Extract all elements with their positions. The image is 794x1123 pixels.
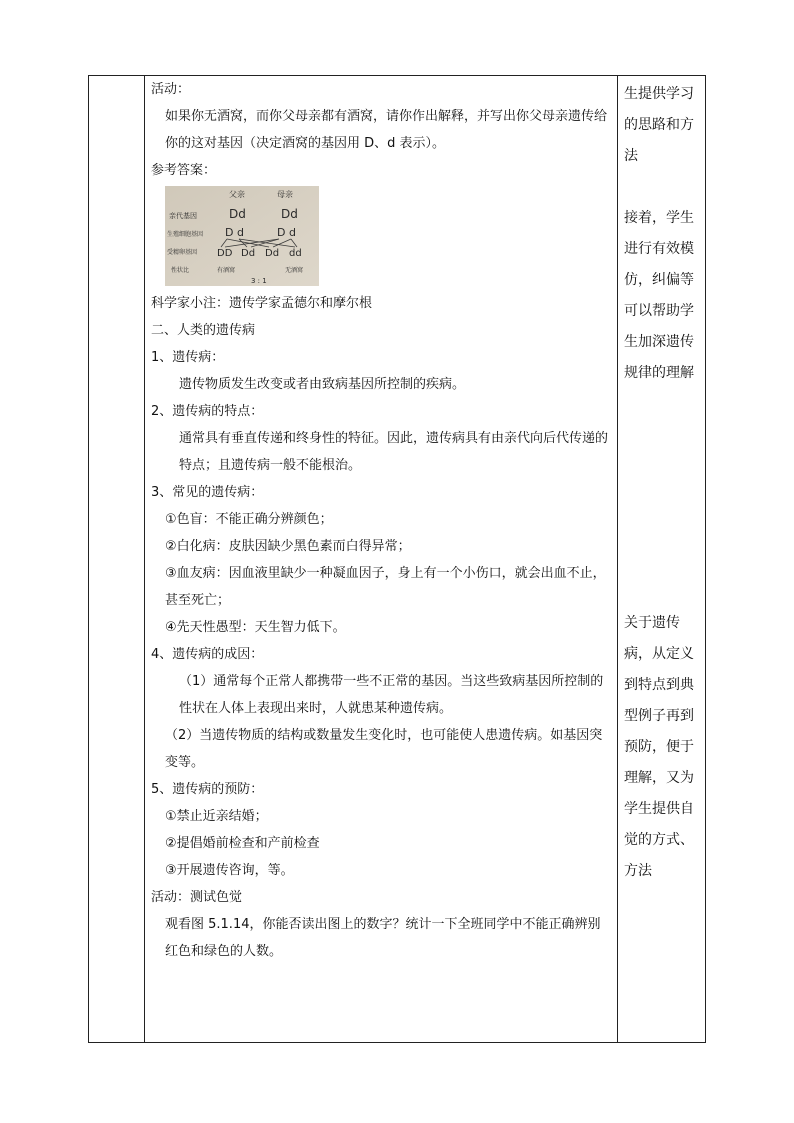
activity-heading: 活动：测试色觉	[151, 890, 243, 905]
column-divider	[144, 76, 145, 1042]
photo-offspring: dd	[289, 248, 302, 259]
subheading: 3、常见的遗传病：	[151, 485, 264, 500]
photo-mother-genes: Dd	[281, 207, 298, 221]
cause-item: （2）当遗传物质的结构或数量发生变化时，也可能使人患遗传病。如基因突变等。	[165, 728, 603, 770]
section-title: 二、人类的遗传病	[151, 323, 256, 338]
subheading: 1、遗传病：	[151, 350, 225, 365]
photo-father-genes: Dd	[229, 207, 246, 221]
photo-ratio: 3 : 1	[251, 277, 267, 285]
answer-heading: 参考答案：	[151, 163, 217, 178]
photo-row-label: 受精卵基因	[167, 249, 198, 256]
disease-item: ①色盲：不能正确分辨颜色；	[165, 512, 333, 527]
lesson-table	[88, 75, 706, 1043]
prevention-item: ②提倡婚前检查和产前检查	[165, 836, 320, 851]
feature-text: 通常具有垂直传递和终身性的特征。因此，遗传病具有由亲代向后代传递的特点；且遗传病一般不能根治。	[179, 431, 609, 473]
photo-trait: 有酒窝	[217, 267, 236, 274]
photo-offspring: Dd	[265, 248, 280, 259]
photo-father-gametes: D d	[225, 226, 244, 239]
content-cell	[151, 76, 613, 965]
photo-row-label: 亲代基因	[169, 212, 197, 220]
photo-row-label: 生殖细胞基因	[167, 231, 204, 238]
subheading: 2、遗传病的特点：	[151, 404, 264, 419]
activity-question: 如果你无酒窝，而你父母亲都有酒窝，请你作出解释，并写出你父母亲遗传给你的这对基因（决定酒窝的基因用 D、d 表示）。	[165, 109, 608, 151]
cause-item: （1）通常每个正常人都携带一些不正常的基因。当这些致病基因所控制的性状在人体上表现出来时，人就患某种遗传病。	[179, 674, 604, 716]
genetics-answer-photo	[165, 186, 319, 286]
activity-heading: 活动：	[151, 82, 191, 97]
prevention-item: ①禁止近亲结婚；	[165, 809, 268, 824]
side-note: 接着，学生进行有效模仿，纠偏等可以帮助学生加深遗传规律的理解	[624, 210, 694, 381]
photo-offspring: Dd	[241, 248, 256, 259]
subheading: 4、遗传病的成因：	[151, 647, 264, 662]
side-note: 生提供学习的思路和方法	[624, 86, 694, 164]
scientist-note: 科学家小注：遗传学家孟德尔和摩尔根	[151, 296, 373, 311]
disease-item: ④先天性愚型：天生智力低下。	[165, 620, 346, 635]
photo-offspring: DD	[217, 248, 233, 259]
disease-item: ③血友病：因血液里缺少一种凝血因子，身上有一个小伤口，就会出血不止，甚至死亡；	[165, 566, 606, 608]
photo-mother-gametes: D d	[277, 226, 296, 239]
definition-text: 遗传物质发生改变或者由致病基因所控制的疾病。	[179, 377, 466, 392]
photo-row-label: 性状比	[171, 267, 190, 274]
column-divider	[617, 76, 618, 1042]
disease-item: ②白化病：皮肤因缺少黑色素而白得异常；	[165, 539, 411, 554]
photo-father-label: 父亲	[229, 190, 245, 199]
side-note: 关于遗传病，从定义到特点到典型例子再到预防，便于理解，又为学生提供自觉的方式、方法	[624, 615, 694, 879]
photo-trait: 无酒窝	[285, 267, 304, 274]
prevention-item: ③开展遗传咨询，等。	[165, 863, 294, 878]
subheading: 5、遗传病的预防：	[151, 782, 264, 797]
photo-mother-label: 母亲	[277, 190, 293, 199]
activity-text: 观看图 5.1.14，你能否读出图上的数字？统计一下全班同学中不能正确辨别红色和绿色的人数。	[165, 917, 601, 959]
